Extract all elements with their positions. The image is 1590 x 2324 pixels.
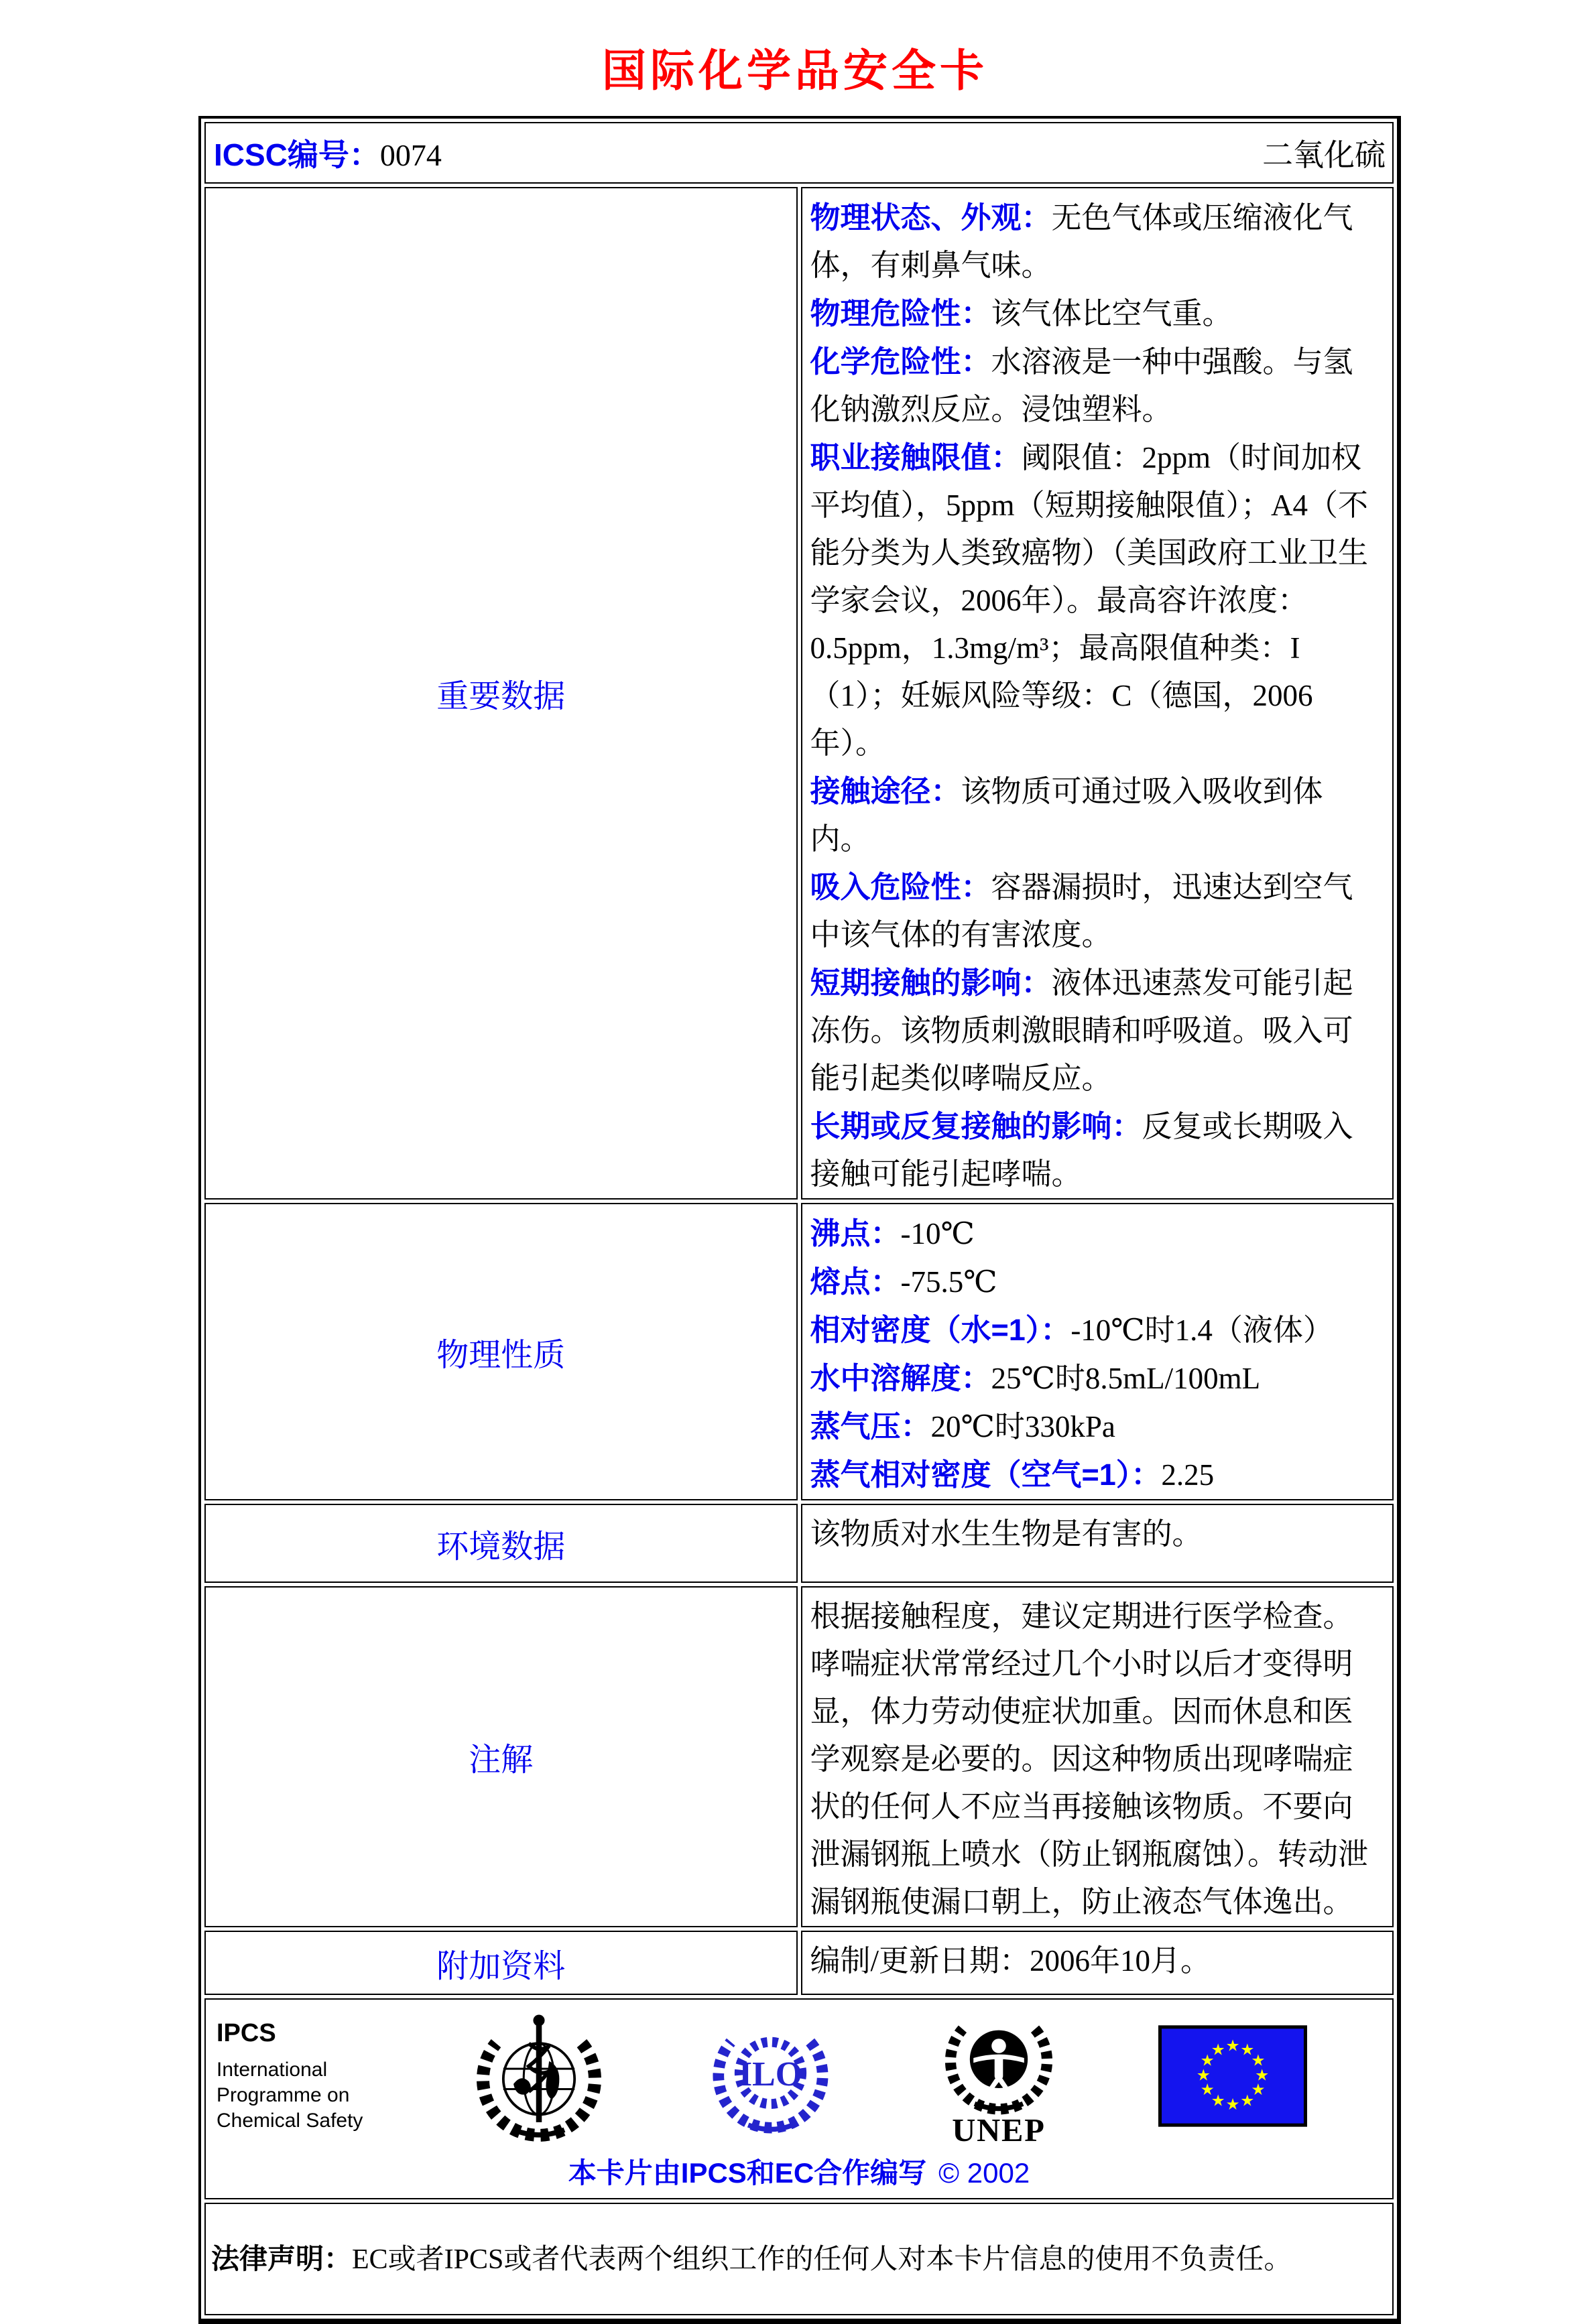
section-label-important-data: 重要数据 xyxy=(204,187,798,1200)
header-cell xyxy=(204,122,1394,184)
svg-text:★: ★ xyxy=(1240,2091,1255,2110)
unep-logo-icon xyxy=(938,2002,1059,2150)
entry-vapor-relative-density: 蒸气相对密度（空气=1）：2.25 xyxy=(810,1458,1215,1492)
entry-additional-info-text: 编制/更新日期：2006年10月。 xyxy=(810,1944,1211,1978)
card-caption xyxy=(212,2151,1386,2191)
legal-cell xyxy=(204,2203,1394,2315)
section-label-physical-properties: 物理性质 xyxy=(204,1203,798,1500)
caption-year: © 2002 xyxy=(938,2157,1030,2189)
logos-cell xyxy=(204,1998,1394,2199)
icsc-number-group xyxy=(214,131,442,175)
who-logo-icon xyxy=(475,2008,603,2145)
notes-row xyxy=(204,1586,1394,1927)
entry-physical-hazard: 物理危险性：该气体比空气重。 xyxy=(810,296,1233,330)
header-row xyxy=(204,122,1394,184)
additional-info-row xyxy=(204,1931,1394,1995)
section-label-notes: 注解 xyxy=(204,1586,798,1927)
svg-text:★: ★ xyxy=(1211,2040,1225,2059)
icsc-number-value: 0074 xyxy=(379,138,442,172)
entry-short-term-effects: 短期接触的影响：液体迅速蒸发可能引起冻伤。该物质刺激眼睛和呼吸道。吸入可能引起类似哮喘反应。 xyxy=(810,966,1353,1095)
svg-text:★: ★ xyxy=(1240,2040,1255,2059)
section-label-environmental-data: 环境数据 xyxy=(204,1504,798,1583)
legal-statement xyxy=(211,2240,1386,2279)
section-notes xyxy=(801,1586,1394,1927)
svg-text:★: ★ xyxy=(1200,2051,1215,2070)
icsc-card xyxy=(198,116,1401,2324)
section-physical-properties xyxy=(801,1203,1394,1500)
environmental-data-row xyxy=(204,1504,1394,1583)
legal-row xyxy=(204,2203,1394,2315)
svg-text:★: ★ xyxy=(1200,2080,1215,2100)
logos-row xyxy=(204,1998,1394,2199)
unep-logo-text: UNEP xyxy=(952,2112,1046,2149)
ipcs-text-block: IPCS International Programme on Chemical Safety xyxy=(217,2019,396,2134)
entry-long-term-effects: 长期或反复接触的影响：反复或长期吸入接触可能引起哮喘。 xyxy=(810,1109,1353,1191)
ipcs-acronym: IPCS xyxy=(217,2018,276,2047)
ilo-logo-icon xyxy=(709,2009,833,2143)
entry-notes-text: 根据接触程度，建议定期进行医学检查。哮喘症状常常经过几个小时以后才变得明显，体力劳动使症状加重。因而休息和医学观察是必要的。因这种物质出现哮喘症状的任何人不应当再接触该物质。不要向泄漏钢瓶上喷水（防止钢瓶腐蚀）。转动泄漏钢瓶使漏口朝上，防止液态气体逸出。 xyxy=(810,1600,1369,1919)
section-additional-info xyxy=(801,1931,1394,1995)
entry-inhalation-risk: 吸入危险性：容器漏损时，迅速达到空气中该气体的有害浓度。 xyxy=(810,870,1353,952)
entry-relative-density: 相对密度（水=1）：-10℃时1.4（液体） xyxy=(810,1313,1333,1347)
important-data-row xyxy=(204,187,1394,1200)
svg-text:★: ★ xyxy=(1211,2091,1225,2110)
svg-text:★: ★ xyxy=(1225,2036,1240,2055)
svg-text:★: ★ xyxy=(1251,2051,1266,2070)
entry-exposure-routes: 接触途径：该物质可通过吸入吸收到体内。 xyxy=(810,774,1323,856)
caption-text: 本卡片由IPCS和EC合作编写 xyxy=(568,2157,927,2189)
entry-boiling-point: 沸点：-10℃ xyxy=(810,1216,975,1250)
physical-properties-row xyxy=(204,1203,1394,1500)
ilo-logo-text: ILO xyxy=(739,2055,802,2093)
section-environmental-data xyxy=(801,1504,1394,1583)
entry-water-solubility: 水中溶解度：25℃时8.5mL/100mL xyxy=(810,1361,1261,1395)
svg-text:★: ★ xyxy=(1255,2065,1270,2085)
entry-physical-state: 物理状态、外观：无色气体或压缩液化气体，有刺鼻气味。 xyxy=(810,200,1353,282)
eu-flag-icon xyxy=(1158,2025,1307,2127)
icsc-number-label: ICSC编号： xyxy=(214,137,380,172)
page-title: 国际化学品安全卡 xyxy=(602,46,988,95)
svg-text:★: ★ xyxy=(1251,2080,1266,2100)
chemical-name: 二氧化硫 xyxy=(1262,138,1386,172)
entry-melting-point: 熔点：-75.5℃ xyxy=(810,1265,997,1299)
legal-label: 法律声明： xyxy=(211,2242,353,2274)
svg-text:★: ★ xyxy=(1225,2095,1240,2114)
legal-text: EC或者IPCS或者代表两个组织工作的任何人对本卡片信息的使用不负责任。 xyxy=(352,2244,1292,2275)
svg-text:★: ★ xyxy=(1196,2065,1211,2085)
entry-vapor-pressure: 蒸气压：20℃时330kPa xyxy=(810,1409,1115,1443)
section-important-data xyxy=(801,187,1394,1200)
entry-environmental-text: 该物质对水生生物是有害的。 xyxy=(810,1517,1203,1551)
entry-occupational-limits: 职业接触限值：阈限值：2ppm（时间加权平均值），5ppm（短期接触限值）；A4（不能分类为人类致癌物）（美国政府工业卫生学家会议，2006年）。最高容许浓度：0.5ppm，1.3mg/m³；最高限值种类：I（1）；妊娠风险等级：C（德国，2006年）。 xyxy=(810,440,1369,760)
section-label-additional-info: 附加资料 xyxy=(204,1931,798,1995)
entry-chemical-hazard: 化学危险性：水溶液是一种中强酸。与氢化钠激烈反应。浸蚀塑料。 xyxy=(810,344,1353,426)
